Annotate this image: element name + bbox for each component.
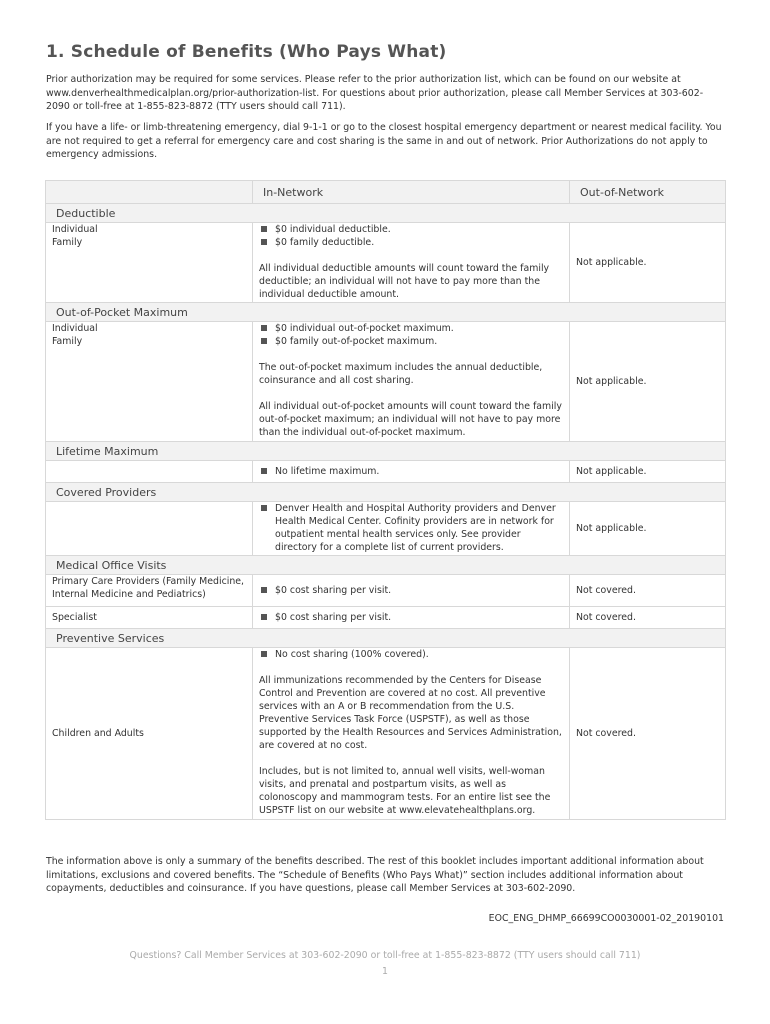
out-of-network-cell: Not applicable. [570, 322, 726, 442]
row-label [46, 322, 253, 442]
label-individual: Individual [52, 323, 98, 334]
section-title: Medical Office Visits [46, 556, 726, 575]
note-text: All individual deductible amounts will count toward the family deductible; an individual will not have to pay more than the individual deductible amount. [259, 263, 550, 300]
out-of-network-cell: Not applicable. [570, 502, 726, 556]
label-family: Family [52, 336, 83, 347]
out-of-network-cell: Not applicable. [570, 461, 726, 483]
row-label [46, 461, 253, 483]
header-blank-cell [46, 181, 253, 204]
bullet-item: No cost sharing (100% covered). [259, 648, 563, 661]
bullet-item: $0 cost sharing per visit. [259, 584, 563, 597]
section-title: Covered Providers [46, 483, 726, 502]
section-title: Out-of-Pocket Maximum [46, 303, 726, 322]
row-label [46, 223, 253, 303]
table-row [46, 648, 726, 820]
section-title: Preventive Services [46, 629, 726, 648]
bullet-item: $0 family deductible. [259, 236, 563, 249]
note-text: Includes, but is not limited to, annual well visits, well-woman visits, and prenatal and postpartum visits, as well as colonoscopy and mammogram tests. For an entire list see the USPSTF list on our website at www.elevatehealthplans.org. [259, 766, 551, 816]
in-network-cell [253, 223, 570, 303]
note-text: All immunizations recommended by the Centers for Disease Control and Prevention are covered at no cost. All preventive services with an A or B recommendation from the U.S. Preventive Services Task Force (USPSTF), as well as those supported by the Health Resources and Services Administration, are covered at no cost. [259, 675, 562, 751]
benefits-table [45, 180, 726, 820]
summary-paragraph: The information above is only a summary of the benefits described. The rest of this booklet includes important additional information about limitations, exclusions and covered benefits. The “Schedule of Benefits (Who Pays What)” section includes additional information about copayments, deductibles and coinsurance. If you have questions, please call Member Services at 303-602-2090. [46, 856, 704, 895]
in-network-cell [253, 607, 570, 629]
section-preventive-services [46, 629, 726, 648]
label-family: Family [52, 237, 83, 248]
in-network-cell [253, 461, 570, 483]
page-number: 1 [382, 966, 388, 977]
note-text: All individual out-of-pocket amounts will count toward the family out-of-pocket maximum; an individual will not have to pay more than the individual out-of-pocket maximum. [259, 401, 562, 438]
section-covered-providers [46, 483, 726, 502]
page-title: 1. Schedule of Benefits (Who Pays What) [46, 42, 447, 62]
in-network-cell [253, 575, 570, 607]
section-lifetime-maximum [46, 442, 726, 461]
table-row [46, 223, 726, 303]
out-of-network-cell: Not covered. [570, 575, 726, 607]
table-row [46, 575, 726, 607]
prior-authorization-paragraph: Prior authorization may be required for some services. Please refer to the prior authorization list, which can be found on our website at www.denverhealthmedicalplan.org/prior-authorization-list. For questions about prior authorization, please call Member Services at 303-602-2090 or toll-free at 1-855-823-8872 (TTY users should call 711). [46, 74, 704, 113]
row-label-children-adults: Children and Adults [46, 648, 253, 820]
section-title: Deductible [46, 204, 726, 223]
row-label-specialist: Specialist [46, 607, 253, 629]
table-row [46, 502, 726, 556]
bullet-item: $0 individual deductible. [259, 223, 563, 236]
emergency-paragraph: If you have a life- or limb-threatening emergency, dial 9-1-1 or go to the closest hospital emergency department or nearest medical facility. You are not required to get a referral for emergency care and cost sharing is the same in and out of network. Prior Authorizations do not apply to emergency admissions. [46, 122, 722, 161]
section-out-of-pocket [46, 303, 726, 322]
table-row [46, 322, 726, 442]
footer-contact-line: Questions? Call Member Services at 303-602-2090 or toll-free at 1-855-823-8872 (TTY users should call 711) [129, 950, 641, 961]
note-text: The out-of-pocket maximum includes the annual deductible, coinsurance and all cost sharing. [259, 362, 543, 386]
section-deductible [46, 204, 726, 223]
section-medical-office-visits [46, 556, 726, 575]
table-row [46, 461, 726, 483]
header-in-network: In-Network [253, 181, 570, 204]
out-of-network-cell: Not applicable. [570, 223, 726, 303]
bullet-item: $0 individual out-of-pocket maximum. [259, 322, 563, 335]
in-network-cell [253, 322, 570, 442]
bullet-item: No lifetime maximum. [259, 465, 563, 478]
out-of-network-cell: Not covered. [570, 648, 726, 820]
out-of-network-cell: Not covered. [570, 607, 726, 629]
in-network-cell [253, 502, 570, 556]
document-code: EOC_ENG_DHMP_66699CO0030001-02_20190101 [488, 913, 724, 924]
table-row [46, 607, 726, 629]
section-title: Lifetime Maximum [46, 442, 726, 461]
bullet-item: $0 family out-of-pocket maximum. [259, 335, 563, 348]
row-label [46, 502, 253, 556]
in-network-cell [253, 648, 570, 820]
header-out-of-network: Out-of-Network [570, 181, 726, 204]
table-header-row [46, 181, 726, 204]
row-label-primary-care: Primary Care Providers (Family Medicine, Internal Medicine and Pediatrics) [46, 575, 253, 607]
label-individual: Individual [52, 224, 98, 235]
bullet-item: $0 cost sharing per visit. [259, 611, 563, 624]
bullet-item: Denver Health and Hospital Authority providers and Denver Health Medical Center. Cofinity providers are in network for outpatient mental health services only. See provider directory for a complete list of current providers. [259, 502, 563, 554]
